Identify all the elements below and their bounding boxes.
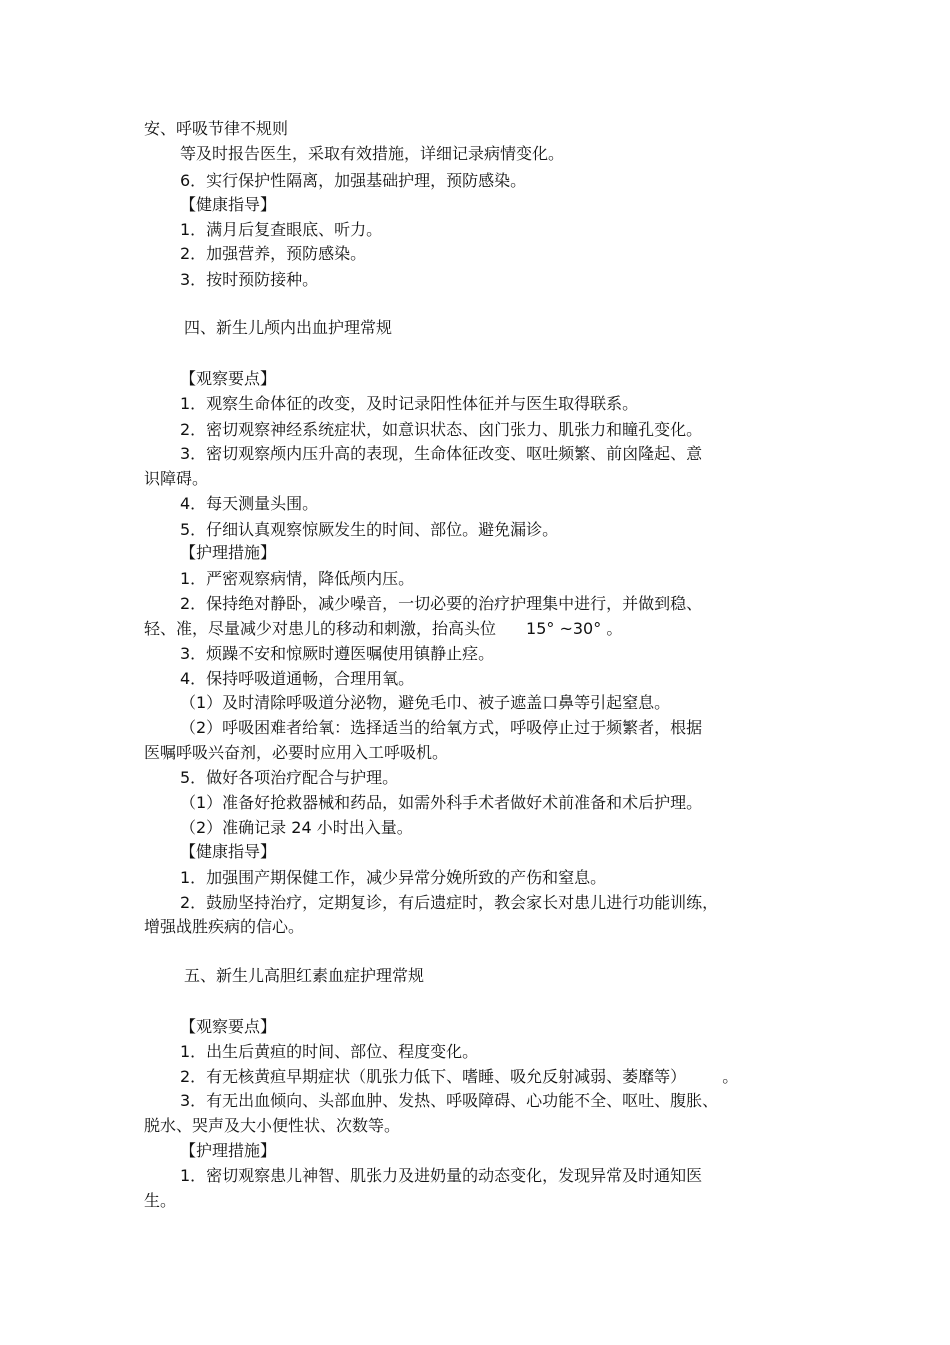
text-line [180,1067,738,1087]
text-line: 2．鼓励坚持治疗，定期复诊，有后遗症时，教会家长对患儿进行功能训练， [180,893,719,912]
chapter-title: 四、新生儿颅内出血护理常规 [184,318,393,337]
text-line: （1）准备好抢救器械和药品，如需外科手术者做好术前准备和术后护理。 [180,793,703,812]
text-line: 3．烦躁不安和惊厥时遵医嘱使用镇静止痉。 [180,644,495,663]
text-line: 1．观察生命体征的改变，及时记录阳性体征并与医生取得联系。 [180,394,639,413]
text-line: 脱水、哭声及大小便性状、次数等。 [144,1116,401,1135]
text-line: 2．密切观察神经系统症状，如意识状态、囟门张力、肌张力和瞳孔变化。 [180,420,703,439]
text-line: 1．满月后复查眼底、听力。 [180,220,383,239]
text-line: 生。 [144,1191,177,1210]
text-line: 增强战胜疾病的信心。 [144,917,305,936]
text-line: （1）及时清除呼吸道分泌物，避免毛巾、被子遮盖口鼻等引起窒息。 [180,693,671,712]
text-line [144,619,622,639]
text-line: 3．按时预防接种。 [180,270,319,289]
text-segment: 2．有无核黄疸早期症状（肌张力低下、嗜睡、吸允反射减弱、萎靡等） [180,1067,687,1086]
text-line: 等及时报告医生，采取有效措施，详细记录病情变化。 [180,144,565,163]
chapter-title: 五、新生儿高胆红素血症护理常规 [184,966,425,985]
text-line: 6．实行保护性隔离，加强基础护理，预防感染。 [180,171,527,190]
text-segment: 。 [722,1067,739,1086]
text-line: 3．有无出血倾向、头部血肿、发热、呼吸障碍、心功能不全、呕吐、腹胀、 [180,1091,719,1110]
section-heading: 【健康指导】 [180,842,277,861]
section-heading: 【观察要点】 [180,1017,277,1036]
text-line: 医嘱呼吸兴奋剂，必要时应用入工呼吸机。 [144,743,449,762]
text-line: 4．每天测量头围。 [180,494,319,513]
text-line: 1．加强围产期保健工作，减少异常分娩所致的产伤和窒息。 [180,868,607,887]
section-heading: 【观察要点】 [180,369,277,388]
text-line: 3．密切观察颅内压升高的表现，生命体征改变、呕吐频繁、前囟隆起、意 [180,444,703,463]
text-segment: 15° ~30° 。 [526,619,623,638]
text-segment: 轻、准，尽量减少对患儿的移动和刺激，抬高头位 [144,619,497,638]
text-line: 安、呼吸节律不规则 [144,119,289,138]
text-line: 4．保持呼吸道通畅，合理用氧。 [180,669,415,688]
text-line: 1．密切观察患儿神智、肌张力及进奶量的动态变化，发现异常及时通知医 [180,1166,703,1185]
section-heading: 【护理措施】 [180,1141,277,1160]
text-line: 5．仔细认真观察惊厥发生的时间、部位。避免漏诊。 [180,520,559,539]
text-line: 识障碍。 [144,469,209,488]
section-heading: 【健康指导】 [180,195,277,214]
text-line: 2．加强营养，预防感染。 [180,244,367,263]
text-line: 1．严密观察病情，降低颅内压。 [180,569,415,588]
text-line: （2）准确记录 24 小时出入量。 [180,818,413,837]
text-line: 1．出生后黄疸的时间、部位、程度变化。 [180,1042,479,1061]
text-line: 2．保持绝对静卧，减少噪音，一切必要的治疗护理集中进行，并做到稳、 [180,594,703,613]
section-heading: 【护理措施】 [180,543,277,562]
text-line: 5．做好各项治疗配合与护理。 [180,768,399,787]
text-line: （2）呼吸困难者给氧：选择适当的给氧方式，呼吸停止过于频繁者，根据 [180,718,703,737]
